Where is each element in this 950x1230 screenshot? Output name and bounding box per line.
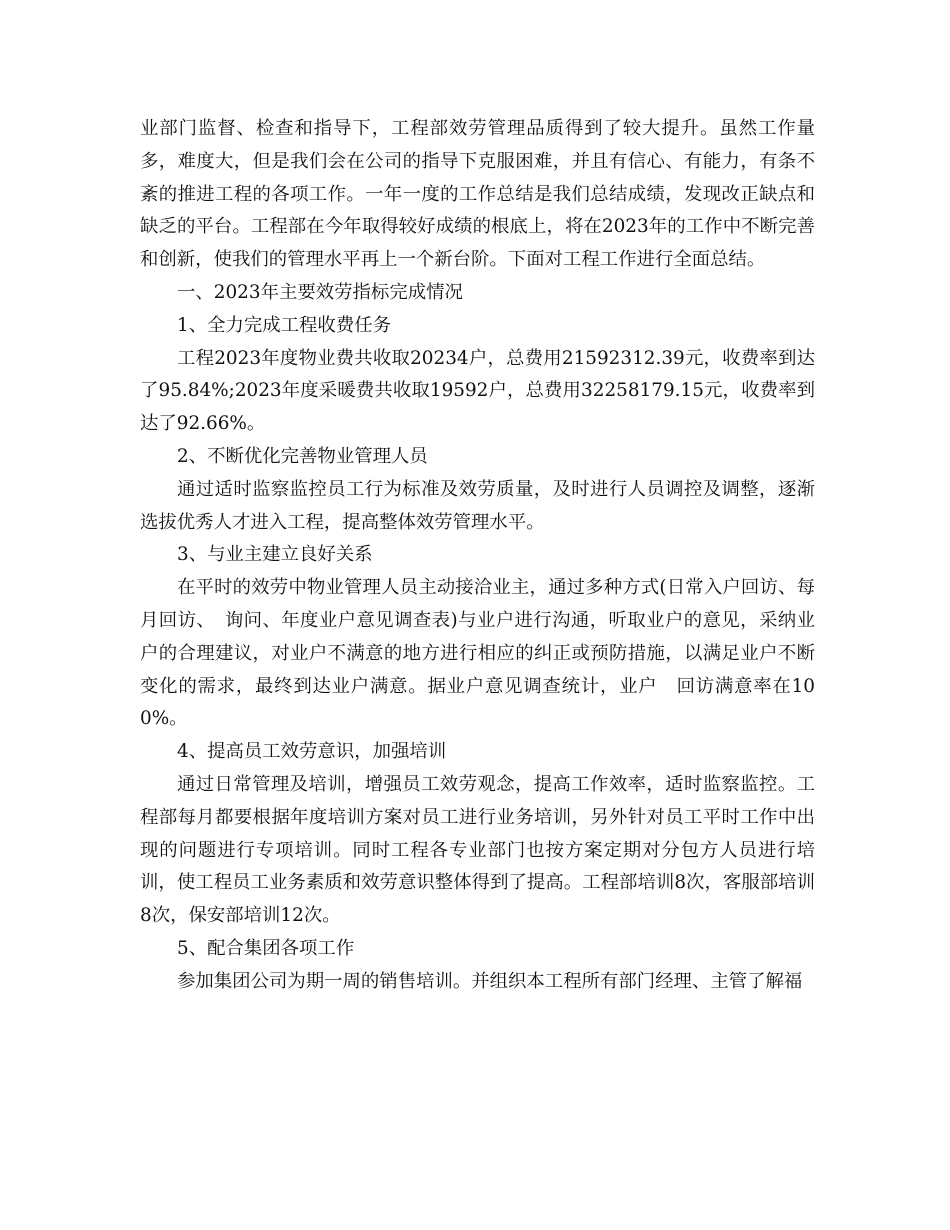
body-paragraph: 在平时的效劳中物业管理人员主动接洽业主，通过多种方式(日常入户回访、每月回访、 询问、年度业户意见调查表)与业户进行沟通，听取业户的意见，采纳业户的合理建议，对业户不满意的地方进行相应的纠正或预防措施，以满足业户不断变化的需求，最终到达业户满意。据业户意见调查统计，业户 回访满意率在100%。	[140, 577, 815, 730]
subsection-heading: 4、提高员工效劳意识，加强培训	[177, 741, 447, 763]
intro-paragraph: 业部门监督、检查和指导下，工程部效劳管理品质得到了较大提升。虽然工作量多，难度大，但是我们会在公司的指导下克服困难，并且有信心、有能力，有条不紊的推进工程的各项工作。一年一度的工作总结是我们总结成绩，发现改正缺点和缺乏的平台。工程部在今年取得较好成绩的根底上，将在2023年的工作中不断完善和创新，使我们的管理水平再上一个新台阶。下面对工程工作进行全面总结。	[140, 118, 815, 271]
subsection-heading: 2、不断优化完善物业管理人员	[177, 445, 428, 467]
subsection-heading: 1、全力完成工程收费任务	[177, 314, 391, 336]
subsection-heading: 3、与业主建立良好关系	[177, 544, 373, 566]
subsection-heading: 5、配合集团各项工作	[177, 937, 355, 959]
body-paragraph: 通过适时监察监控员工行为标准及效劳质量，及时进行人员调控及调整，逐渐选拔优秀人才进入工程，提高整体效劳管理水平。	[140, 478, 815, 533]
section-heading: 一、2023年主要效劳指标完成情况	[177, 281, 463, 303]
body-paragraph: 工程2023年度物业费共收取20234户，总费用21592312.39元，收费率到达了95.84%;2023年度采暖费共收取19592户，总费用32258179.15元，收费率到达了92.66%。	[140, 347, 815, 435]
body-paragraph: 参加集团公司为期一周的销售培训。并组织本工程所有部门经理、主管了解福	[177, 970, 803, 992]
body-paragraph: 通过日常管理及培训，增强员工效劳观念，提高工作效率，适时监察监控。工程部每月都要根据年度培训方案对员工进行业务培训，另外针对员工平时工作中出现的问题进行专项培训。同时工程各专业部门也按方案定期对分包方人员进行培训，使工程员工业务素质和效劳意识整体得到了提高。工程部培训8次，客服部培训8次，保安部培训12次。	[140, 773, 815, 927]
document-body	[140, 113, 815, 999]
